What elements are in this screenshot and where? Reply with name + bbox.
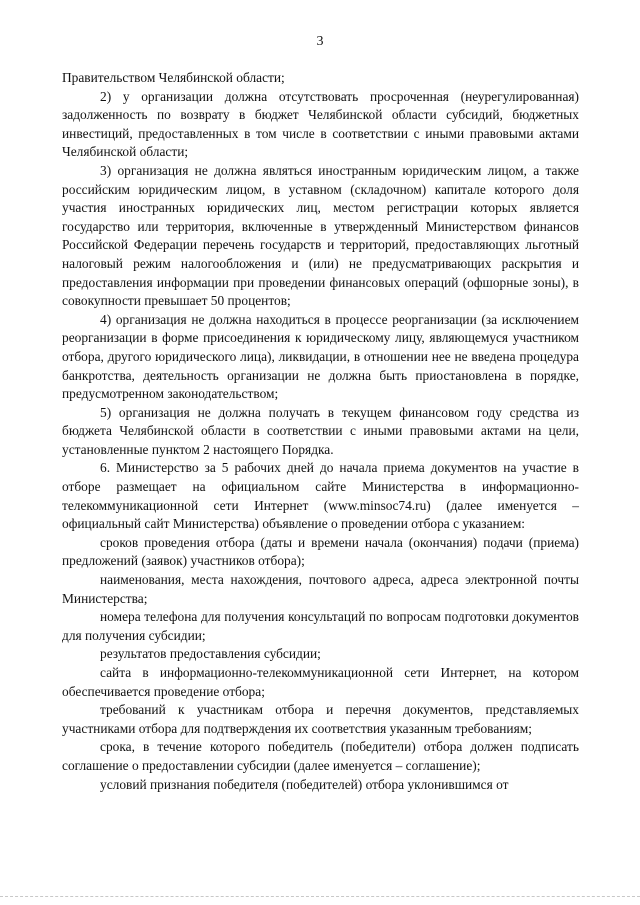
- list-item-selection-dates: сроков проведения отбора (даты и времени начала (окончания) подачи (приема) предложений (заявок) участников отбора);: [62, 534, 579, 569]
- list-item-evasion-conditions: условий признания победителя (победителей) отбора уклонившимся от: [100, 776, 509, 792]
- paragraph-item-3: 3) организация не должна являться иностранным юридическим лицом, а также российским юридическим лицом, в уставном (складочном) капитале которого доля участия иностранных юридических лиц, местом регистрации которых является государство или территория, включенные в утвержденный Министерством финансов Российской Федерации перечень государств и территорий, предоставляющих льготный налоговый режим налогообложения и (или) не предусматривающих раскрытия и предоставления информации при проведении финансовых операций (офшорные зоны), в совокупности превышает 50 процентов;: [62, 162, 579, 309]
- page-number: 3: [316, 34, 324, 49]
- paragraph-section-6: 6. Министерство за 5 рабочих дней до начала приема документов на участие в отборе размещает на официальном сайте Министерства в информационно-телекоммуникационной сети Интернет (www.minsoc74.ru) (далее именуется – официальный сайт Министерства) объявление о проведении отбора с указанием:: [62, 460, 579, 532]
- list-item-agreement-term: срока, в течение которого победитель (победители) отбора должен подписать соглашение о предоставлении субсидии (далее именуется – соглашение);: [62, 739, 579, 773]
- list-item-phone: номера телефона для получения консультаций по вопросам подготовки документов для получения субсидии;: [62, 609, 579, 643]
- paragraph-item-4: 4) организация не должна находиться в процессе реорганизации (за исключением реорганизации в форме присоединения к юридическому лицу, являющемуся участником отбора, другого юридического лица), ликвидации, в отношении нее не введена процедура банкротства, деятельность организации не должна быть приостановлена в порядке, предусмотренном законодательством;: [62, 311, 579, 402]
- list-item-website: сайта в информационно-телекоммуникационной сети Интернет, на котором обеспечивается проведение отбора;: [62, 665, 579, 699]
- paragraph-item-5: 5) организация не должна получать в текущем финансовом году средства из бюджета Челябинской области в соответствии с иными правовыми актами на цели, установленные пунктом 2 настоящего Порядка.: [62, 404, 579, 457]
- page-bottom-edge: [0, 896, 640, 897]
- document-body: [62, 69, 579, 794]
- paragraph-item-2: 2) у организации должна отсутствовать просроченная (неурегулированная) задолженность по возврату в бюджет Челябинской области субсидий, бюджетных инвестиций, предоставленных в том числе в соответствии с иными правовыми актами Челябинской области;: [62, 88, 579, 160]
- list-item-requirements: требований к участникам отбора и перечня документов, представляемых участниками отбора для подтверждения их соответствия указанным требованиям;: [62, 702, 579, 736]
- list-item-ministry-contacts: наименования, места нахождения, почтового адреса, адреса электронной почты Министерства;: [62, 572, 579, 606]
- list-item-results: результатов предоставления субсидии;: [100, 646, 321, 662]
- paragraph-continuation: Правительством Челябинской области;: [62, 70, 285, 85]
